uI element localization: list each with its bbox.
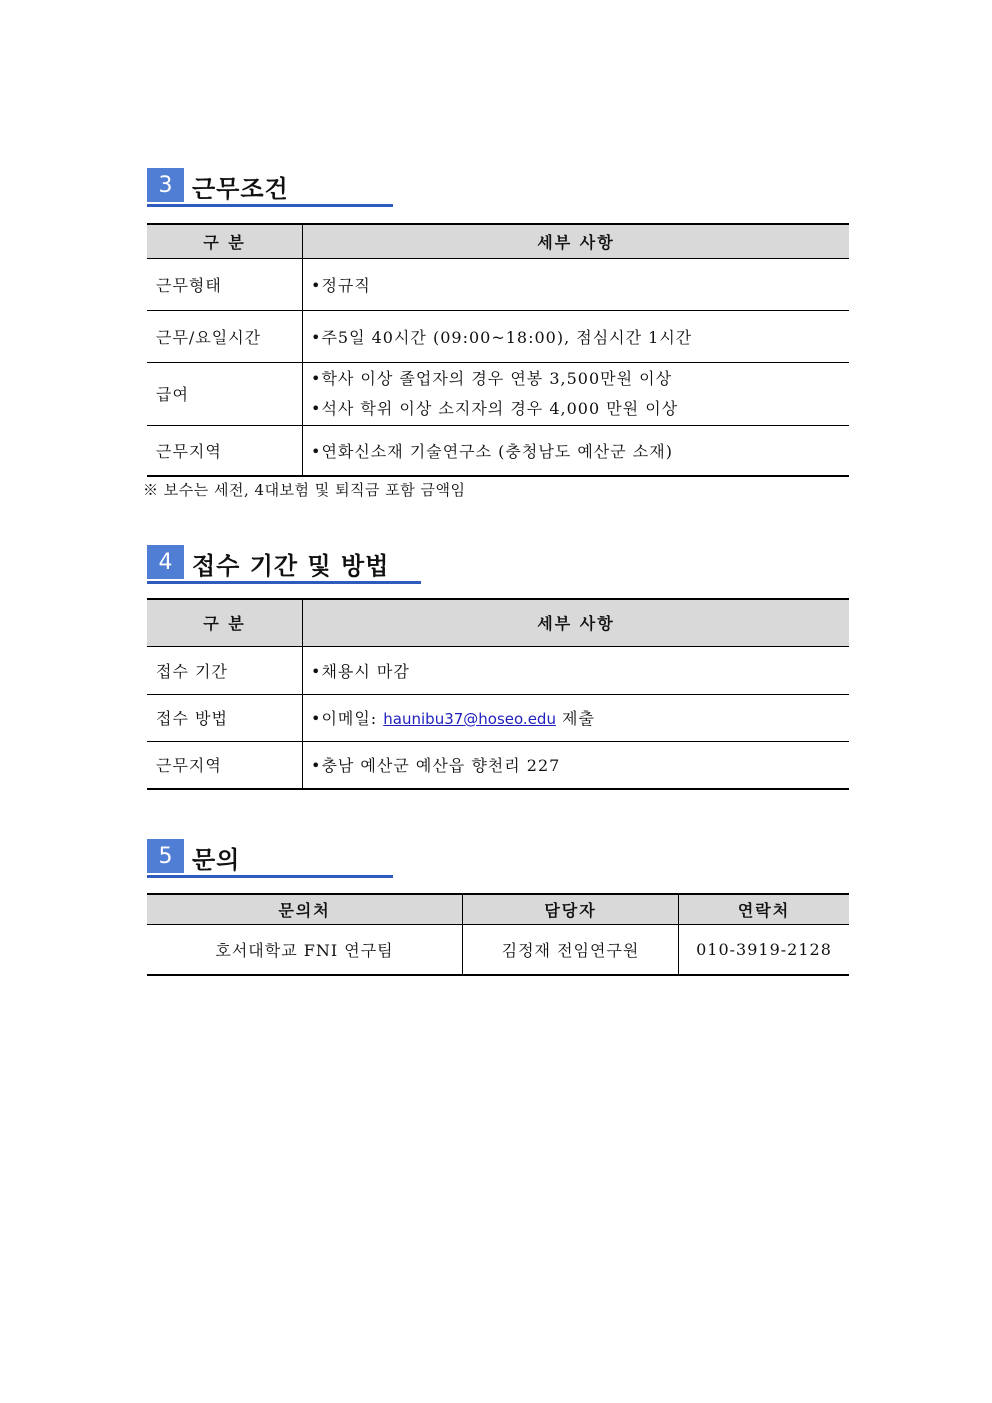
- section-number-badge: 3: [147, 168, 184, 202]
- row-label: 근무지역: [156, 441, 222, 461]
- work-conditions-table: [147, 223, 849, 477]
- table-row: [147, 425, 849, 476]
- row-label: 근무/요일시간: [156, 327, 262, 347]
- column-header-details: 세부 사항: [303, 224, 850, 258]
- detail-line: •학사 이상 졸업자의 경우 연봉 3,500만원 이상: [311, 368, 673, 388]
- email-link[interactable]: haunibu37@hoseo.edu: [383, 710, 556, 728]
- table-row: [147, 362, 849, 425]
- column-header-contact-org: 문의처: [147, 894, 463, 924]
- section-4-heading: [147, 545, 421, 584]
- section-3-heading: [147, 168, 393, 207]
- row-detail: •충남 예산군 예산읍 향천리 227: [303, 741, 850, 789]
- row-detail: •채용시 마감: [303, 646, 850, 694]
- email-prefix: •이메일:: [311, 709, 384, 728]
- section-number-badge: 4: [147, 545, 184, 579]
- column-header-category: 구 분: [147, 599, 303, 646]
- application-table: [147, 598, 849, 790]
- table-row: [147, 310, 849, 362]
- row-detail: •주5일 40시간 (09:00~18:00), 점심시간 1시간: [303, 310, 850, 362]
- salary-note: ※ 보수는 세전, 4대보험 및 퇴직금 포함 금액임: [143, 481, 466, 499]
- row-label: 근무형태: [156, 275, 222, 295]
- section-title: 문의: [192, 845, 241, 874]
- table-row: [147, 924, 849, 975]
- column-header-category: 구 분: [147, 224, 303, 258]
- table-row: [147, 694, 849, 741]
- section-title: 근무조건: [192, 174, 289, 203]
- section-number-badge: 5: [147, 839, 184, 873]
- table-row: [147, 646, 849, 694]
- contact-table: [147, 893, 849, 976]
- column-header-person: 담당자: [463, 894, 679, 924]
- section-5-heading: [147, 839, 393, 878]
- email-suffix: 제출: [555, 709, 595, 728]
- section-title: 접수 기간 및 방법: [192, 551, 390, 580]
- contact-org: 호서대학교 FNI 연구팀: [215, 940, 394, 960]
- row-detail: •연화신소재 기술연구소 (충청남도 예산군 소재): [303, 425, 850, 476]
- row-label: 접수 방법: [156, 709, 228, 728]
- row-label: 급여: [156, 385, 189, 404]
- contact-phone: 010-3919-2128: [679, 924, 850, 975]
- row-detail: •정규직: [303, 258, 850, 310]
- row-label: 근무지역: [156, 756, 222, 776]
- column-header-details: 세부 사항: [303, 599, 850, 646]
- row-detail: [303, 694, 850, 741]
- contact-person: 김정재 전임연구원: [463, 924, 679, 975]
- row-label: 접수 기간: [156, 661, 228, 681]
- column-header-phone: 연락처: [679, 894, 850, 924]
- table-row: [147, 258, 849, 310]
- row-detail: [303, 362, 850, 425]
- table-row: [147, 741, 849, 789]
- detail-line: •석사 학위 이상 소지자의 경우 4,000 만원 이상: [311, 398, 679, 418]
